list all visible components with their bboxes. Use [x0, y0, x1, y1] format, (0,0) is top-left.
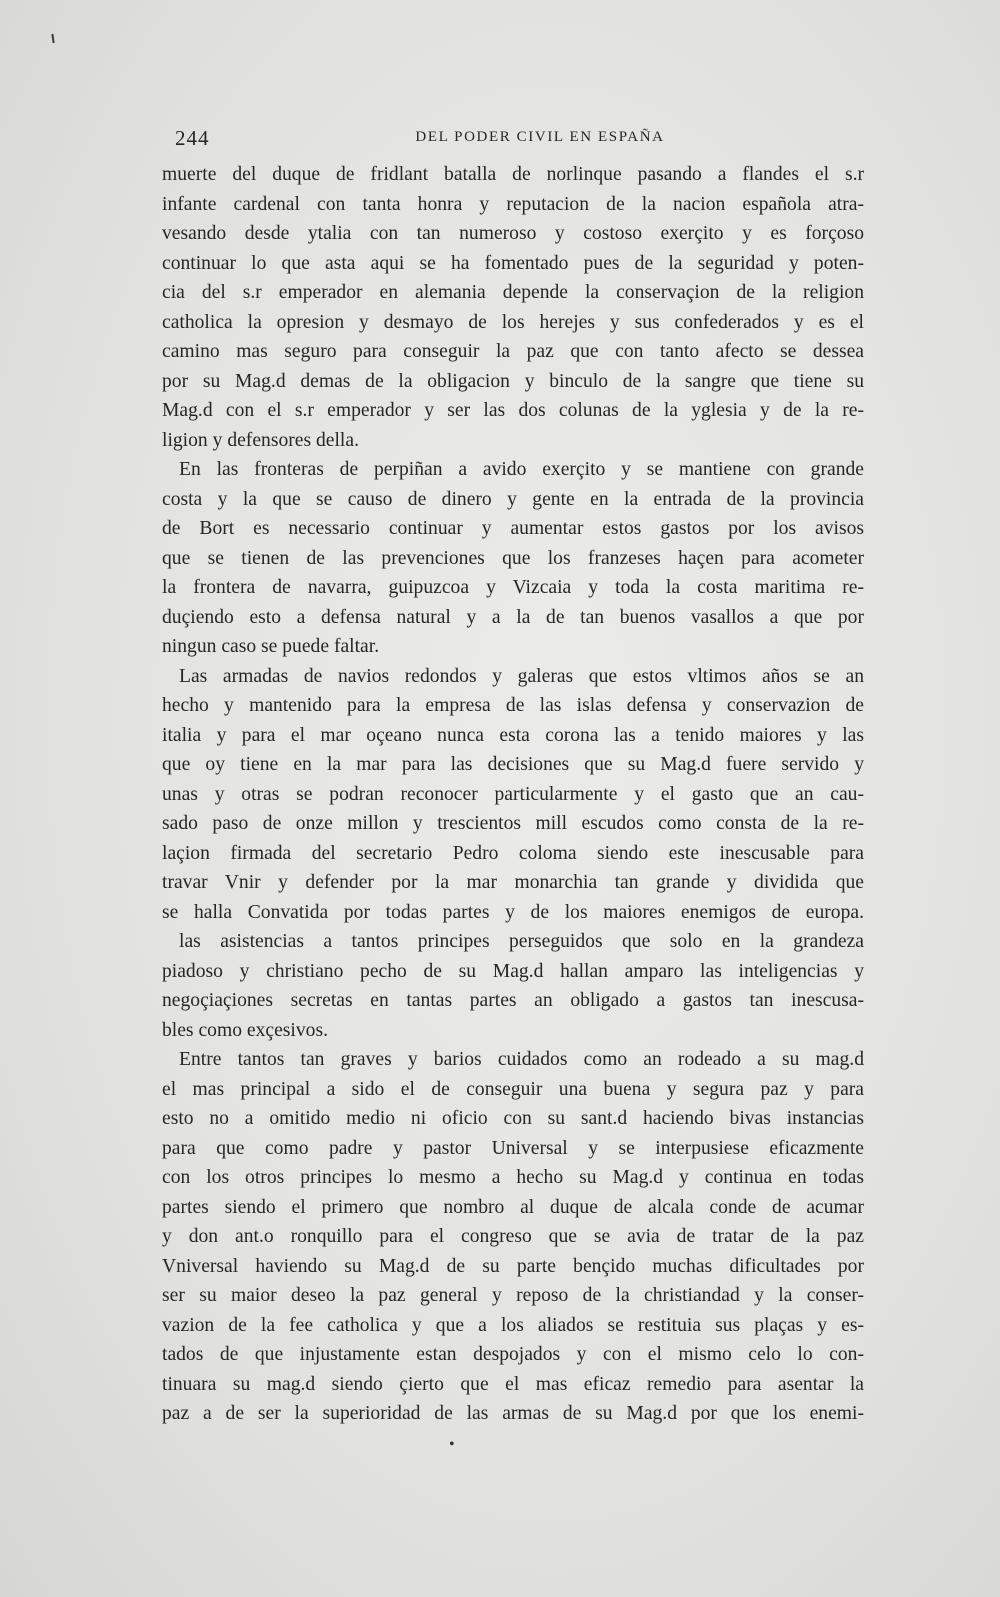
- text-line: que oy tiene en la mar para las decisiones que su Mag.d fuere servido y: [162, 754, 864, 775]
- text-line: negoçiaçiones secretas en tantas partes an obligado a gastos tan inescusa-: [162, 990, 864, 1011]
- text-line: de Bort es necessario continuar y aumentar estos gastos por los avisos: [162, 518, 864, 539]
- text-line: piadoso y christiano pecho de su Mag.d hallan amparo las inteligencias y: [162, 960, 864, 982]
- paragraph-start-line: Las armadas de navios redondos y galeras que estos vltimos años se an: [179, 665, 864, 687]
- paragraph-start-line: las asistencias a tantos principes perseguidos que solo en la grandeza: [179, 931, 864, 952]
- text-line: Mag.d con el s.r emperador y ser las dos colunas de la yglesia y de la re-: [162, 400, 864, 421]
- paragraph-start-line: Entre tantos tan graves y barios cuidados como an rodeado a su mag.d: [179, 1049, 864, 1070]
- ink-speck: [51, 34, 54, 43]
- text-line: Vniversal haviendo su Mag.d de su parte bençido muchas dificultades por: [162, 1255, 864, 1277]
- text-line: infante cardenal con tanta honra y reputacion de la nacion española atra-: [162, 193, 864, 215]
- text-line: catholica la opresion y desmayo de los herejes y sus confederados y es el: [162, 311, 864, 333]
- page-number: 244: [175, 126, 210, 150]
- text-line: vesando desde ytalia con tan numeroso y costoso exerçito y es forçoso: [162, 223, 864, 244]
- text-line: paz a de ser la superioridad de las armas de su Mag.d por que los enemi-: [162, 1403, 864, 1424]
- text-line: ser su maior deseo la paz general y reposo de la christiandad y la conser-: [162, 1285, 864, 1306]
- text-line: ningun caso se puede faltar.: [162, 636, 380, 657]
- text-line: camino mas seguro para conseguir la paz que con tanto afecto se dessea: [162, 341, 864, 362]
- text-line: partes siendo el primero que nombro al duque de alcala conde de acumar: [162, 1196, 864, 1218]
- text-line: unas y otras se podran reconocer particularmente y el gasto que an cau-: [162, 783, 864, 805]
- text-line: la frontera de navarra, guipuzcoa y Vizcaia y toda la costa maritima re-: [162, 577, 864, 598]
- footer-mark: •: [449, 1436, 455, 1453]
- text-line: se halla Convatida por todas partes y de los maiores enemigos de europa.: [162, 901, 864, 923]
- body-text: [162, 160, 864, 1429]
- text-line: para que como padre y pastor Universal y se interpusiese eficazmente: [162, 1137, 864, 1159]
- text-line: vazion de la fee catholica y que a los aliados se restituia sus plaças y es-: [162, 1314, 864, 1336]
- text-line: ligion y defensores della.: [162, 429, 359, 451]
- text-line: hecho y mantenido para la empresa de las islas defensa y conservazion de: [162, 695, 864, 716]
- text-line: y don ant.o ronquillo para el congreso que se avia de tratar de la paz: [162, 1226, 864, 1247]
- text-line: el mas principal a sido el de conseguir una buena y segura paz y para: [162, 1078, 864, 1100]
- text-line: sado paso de onze millon y trescientos mill escudos como consta de la re-: [162, 813, 864, 834]
- text-line: tados de que injustamente estan despojados y con el mismo celo lo con-: [162, 1344, 864, 1365]
- text-line: muerte del duque de fridlant batalla de norlinque pasando a flandes el s.r: [162, 164, 864, 185]
- text-line: que se tienen de las prevenciones que los franzeses haçen para acometer: [162, 547, 864, 569]
- running-head: DEL PODER CIVIL EN ESPAÑA: [415, 129, 665, 145]
- text-line: laçion firmada del secretario Pedro coloma siendo este inescusable para: [162, 842, 864, 864]
- text-line: continuar lo que asta aqui se ha fomentado pues de la seguridad y poten-: [162, 252, 864, 274]
- paragraph-start-line: En las fronteras de perpiñan a avido exerçito y se mantiene con grande: [179, 459, 864, 480]
- text-line: bles como exçesivos.: [162, 1019, 328, 1041]
- text-line: esto no a omitido medio ni oficio con su sant.d haciendo bivas instancias: [162, 1108, 864, 1129]
- text-line: con los otros principes lo mesmo a hecho su Mag.d y continua en todas: [162, 1167, 864, 1188]
- text-line: duçiendo esto a defensa natural y a la de tan buenos vasallos a que por: [162, 606, 864, 628]
- text-line: costa y la que se causo de dinero y gente en la entrada de la provincia: [162, 488, 864, 510]
- text-line: tinuara su mag.d siendo çierto que el mas eficaz remedio para asentar la: [162, 1373, 864, 1395]
- text-line: italia y para el mar oçeano nunca esta corona las a tenido maiores y las: [162, 724, 864, 746]
- page-header: [175, 126, 865, 150]
- text-line: cia del s.r emperador en alemania depende la conservaçion de la religion: [162, 282, 864, 303]
- text-line: travar Vnir y defender por la mar monarchia tan grande y dividida que: [162, 872, 864, 893]
- text-line: por su Mag.d demas de la obligacion y binculo de la sangre que tiene su: [162, 370, 864, 392]
